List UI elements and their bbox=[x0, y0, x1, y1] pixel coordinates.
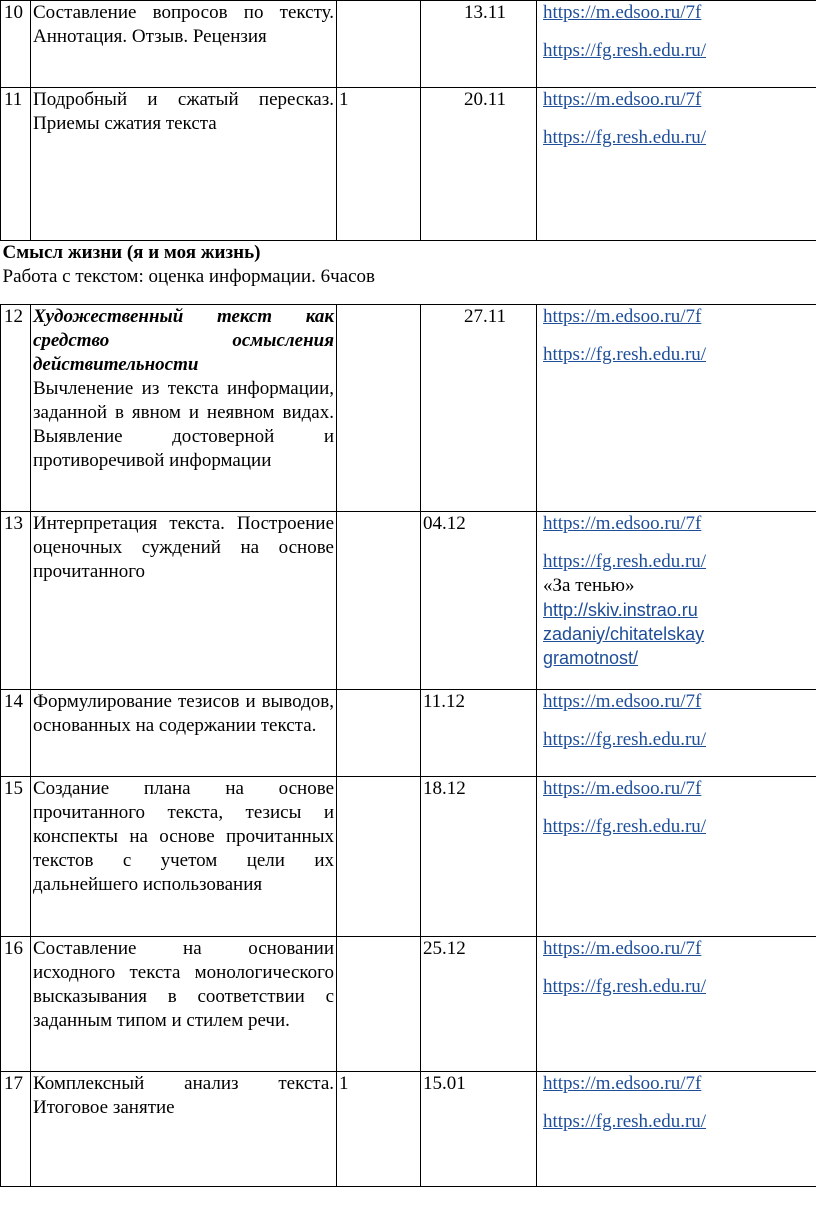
lesson-topic: Интерпретация текста. Построение оценочных суждений на основе прочитанного bbox=[31, 512, 337, 690]
resource-link[interactable]: https://fg.resh.edu.ru/ bbox=[543, 816, 707, 837]
resource-link[interactable]: http://skiv.instrao.ru bbox=[543, 600, 698, 620]
lesson-number: 13 bbox=[1, 512, 31, 690]
section-header bbox=[1, 241, 816, 305]
lesson-topic bbox=[31, 305, 337, 512]
lesson-hours: 1 bbox=[337, 88, 421, 241]
resource-links bbox=[537, 777, 816, 937]
resource-link[interactable]: https://m.edsoo.ru/7f bbox=[543, 89, 702, 110]
lesson-topic-heading: Художественный текст как средство осмысления действительности bbox=[33, 306, 334, 375]
resource-link[interactable]: https://m.edsoo.ru/7f bbox=[543, 778, 702, 799]
lesson-date: 27.11 bbox=[421, 305, 537, 512]
lesson-topic: Подробный и сжатый пересказ. Приемы сжатия текста bbox=[31, 88, 337, 241]
resource-link[interactable]: https://fg.resh.edu.ru/ bbox=[543, 40, 707, 61]
section-title: Смысл жизни (я и моя жизнь) bbox=[2, 242, 261, 263]
lesson-topic: Создание плана на основе прочитанного текста, тезисы и конспекты на основе прочитанных текстов с учетом цели их дальнейшего использования bbox=[31, 777, 337, 937]
lesson-date: 20.11 bbox=[421, 88, 537, 241]
resource-links bbox=[537, 937, 816, 1072]
lesson-date: 25.12 bbox=[421, 937, 537, 1072]
resource-link[interactable]: https://m.edsoo.ru/7f bbox=[543, 938, 702, 959]
lesson-topic: Формулирование тезисов и выводов, основанных на содержании текста. bbox=[31, 690, 337, 777]
lesson-number: 10 bbox=[1, 1, 31, 88]
resource-link[interactable]: https://m.edsoo.ru/7f bbox=[543, 1073, 702, 1094]
resource-link[interactable]: https://m.edsoo.ru/7f bbox=[543, 2, 702, 23]
section-row bbox=[1, 241, 816, 305]
section-subtitle: Работа с текстом: оценка информации. 6часов bbox=[2, 266, 375, 287]
lesson-hours bbox=[337, 777, 421, 937]
lesson-date: 11.12 bbox=[421, 690, 537, 777]
resource-link[interactable]: https://fg.resh.edu.ru/ bbox=[543, 551, 707, 572]
table-row bbox=[1, 512, 816, 690]
lesson-date: 15.01 bbox=[421, 1072, 537, 1187]
resource-link[interactable]: gramotnost/ bbox=[543, 648, 639, 668]
resource-links bbox=[537, 512, 816, 690]
lesson-hours bbox=[337, 305, 421, 512]
lesson-topic: Составление вопросов по тексту. Аннотация. Отзыв. Рецензия bbox=[31, 1, 337, 88]
table-row bbox=[1, 305, 816, 512]
resource-link[interactable]: https://fg.resh.edu.ru/ bbox=[543, 976, 707, 997]
resource-link[interactable]: zadaniy/chitatelskay bbox=[543, 624, 705, 644]
lesson-topic-text: Вычленение из текста информации, заданной в явном и неявном видах. Выявление достоверной и противоречивой информации bbox=[33, 378, 334, 471]
resource-links bbox=[537, 1, 816, 88]
resource-link[interactable]: https://fg.resh.edu.ru/ bbox=[543, 729, 707, 750]
lesson-number: 17 bbox=[1, 1072, 31, 1187]
table-row bbox=[1, 937, 816, 1072]
table-row bbox=[1, 1072, 816, 1187]
lesson-hours bbox=[337, 512, 421, 690]
resource-note: «За тенью» bbox=[543, 575, 635, 596]
resource-link[interactable]: https://fg.resh.edu.ru/ bbox=[543, 127, 707, 148]
lesson-number: 15 bbox=[1, 777, 31, 937]
lesson-date: 18.12 bbox=[421, 777, 537, 937]
table-row bbox=[1, 690, 816, 777]
resource-link[interactable]: https://fg.resh.edu.ru/ bbox=[543, 1111, 707, 1132]
lesson-number: 11 bbox=[1, 88, 31, 241]
lesson-hours bbox=[337, 1, 421, 88]
table-row bbox=[1, 1, 816, 88]
resource-links bbox=[537, 305, 816, 512]
lesson-number: 14 bbox=[1, 690, 31, 777]
resource-links bbox=[537, 690, 816, 777]
lesson-hours: 1 bbox=[337, 1072, 421, 1187]
lesson-topic: Комплексный анализ текста. Итоговое занятие bbox=[31, 1072, 337, 1187]
resource-link[interactable]: https://m.edsoo.ru/7f bbox=[543, 513, 702, 534]
resource-links bbox=[537, 1072, 816, 1187]
resource-link[interactable]: https://m.edsoo.ru/7f bbox=[543, 306, 702, 327]
lesson-hours bbox=[337, 937, 421, 1072]
lesson-hours bbox=[337, 690, 421, 777]
resource-links bbox=[537, 88, 816, 241]
resource-link[interactable]: https://m.edsoo.ru/7f bbox=[543, 691, 702, 712]
resource-link[interactable]: https://fg.resh.edu.ru/ bbox=[543, 344, 707, 365]
table-row bbox=[1, 777, 816, 937]
lesson-date: 04.12 bbox=[421, 512, 537, 690]
table-row bbox=[1, 88, 816, 241]
lesson-date: 13.11 bbox=[421, 1, 537, 88]
lesson-number: 16 bbox=[1, 937, 31, 1072]
lesson-topic: Составление на основании исходного текста монологического высказывания в соответствии с заданным типом и стилем речи. bbox=[31, 937, 337, 1072]
lesson-number: 12 bbox=[1, 305, 31, 512]
